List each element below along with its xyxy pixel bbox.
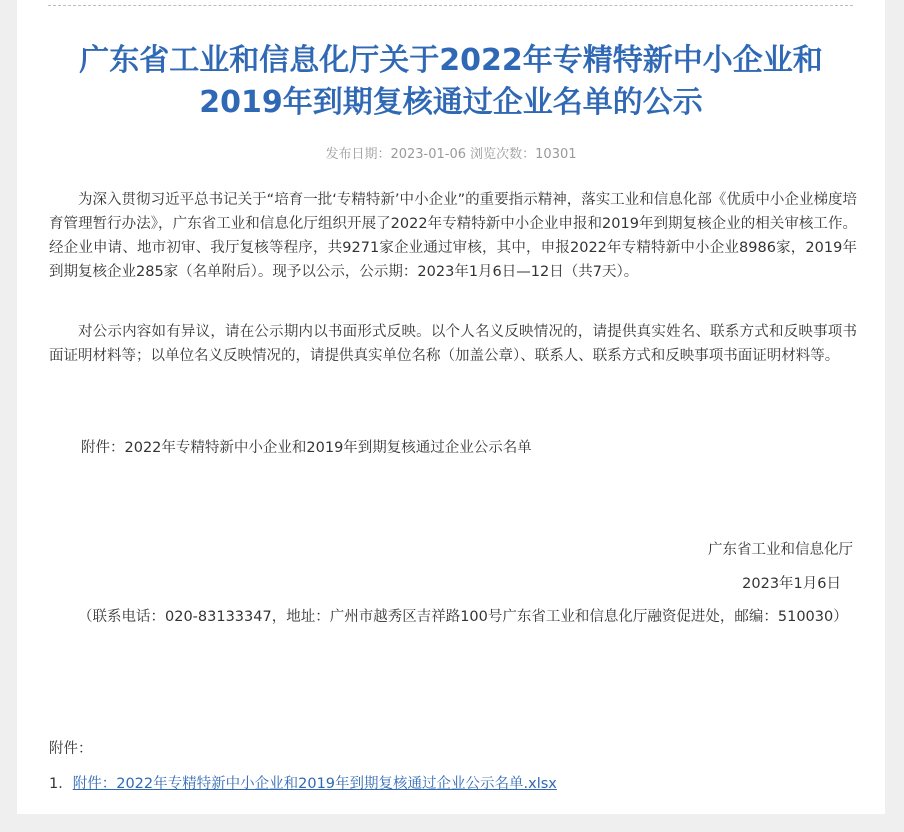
body-paragraph-1: 为深入贯彻习近平总书记关于“培育一批‘专精特新’中小企业”的重要指示精神，落实工业和信息化部《优质中小企业梯度培育管理暂行办法》，广东省工业和信息化厅组织开展了2022年专精特新中小企业申报和2019年到期复核企业的相关审核工作。经企业申请、地市初审、我厅复核等程序，共9271家企业通过审核，其中，申报2022年专精特新中小企业8986家，2019年到期复核企业285家（名单附后）。现予以公示，公示期：2023年1月6日—12日（共7天）。 <box>49 192 857 280</box>
article-title-line2: 2019年到期复核通过企业名单的公示 <box>199 85 703 120</box>
signature-date: 2023年1月6日 <box>742 576 841 592</box>
attachment-item <box>49 773 557 795</box>
publish-meta: 发布日期：2023-01-06 浏览次数：10301 <box>325 147 577 162</box>
top-divider <box>48 5 853 6</box>
attachment-download-link[interactable]: 附件：2022年专精特新中小企业和2019年到期复核通过企业公示名单.xlsx <box>72 776 557 792</box>
attachment-note: 附件：2022年专精特新中小企业和2019年到期复核通过企业公示名单 <box>81 440 532 456</box>
attachment-index: 1． <box>49 776 73 792</box>
body-paragraph-2: 对公示内容如有异议，请在公示期内以书面形式反映。以个人名义反映情况的，请提供真实姓名、联系方式和反映事项书面证明材料等；以单位名义反映情况的，请提供真实单位名称（加盖公章）、联系人、联系方式和反映事项书面证明材料等。 <box>49 324 857 364</box>
contact-info: （联系电话：020-83133347，地址：广州市越秀区吉祥路100号广东省工业和信息化厅融资促进处，邮编：510030） <box>78 609 848 625</box>
signature-org: 广东省工业和信息化厅 <box>708 542 853 558</box>
article-title <box>17 40 885 124</box>
attachments-heading: 附件： <box>49 741 93 757</box>
article-title-line1: 广东省工业和信息化厅关于2022年专精特新中小企业和 <box>79 43 823 78</box>
article-page <box>17 0 885 814</box>
